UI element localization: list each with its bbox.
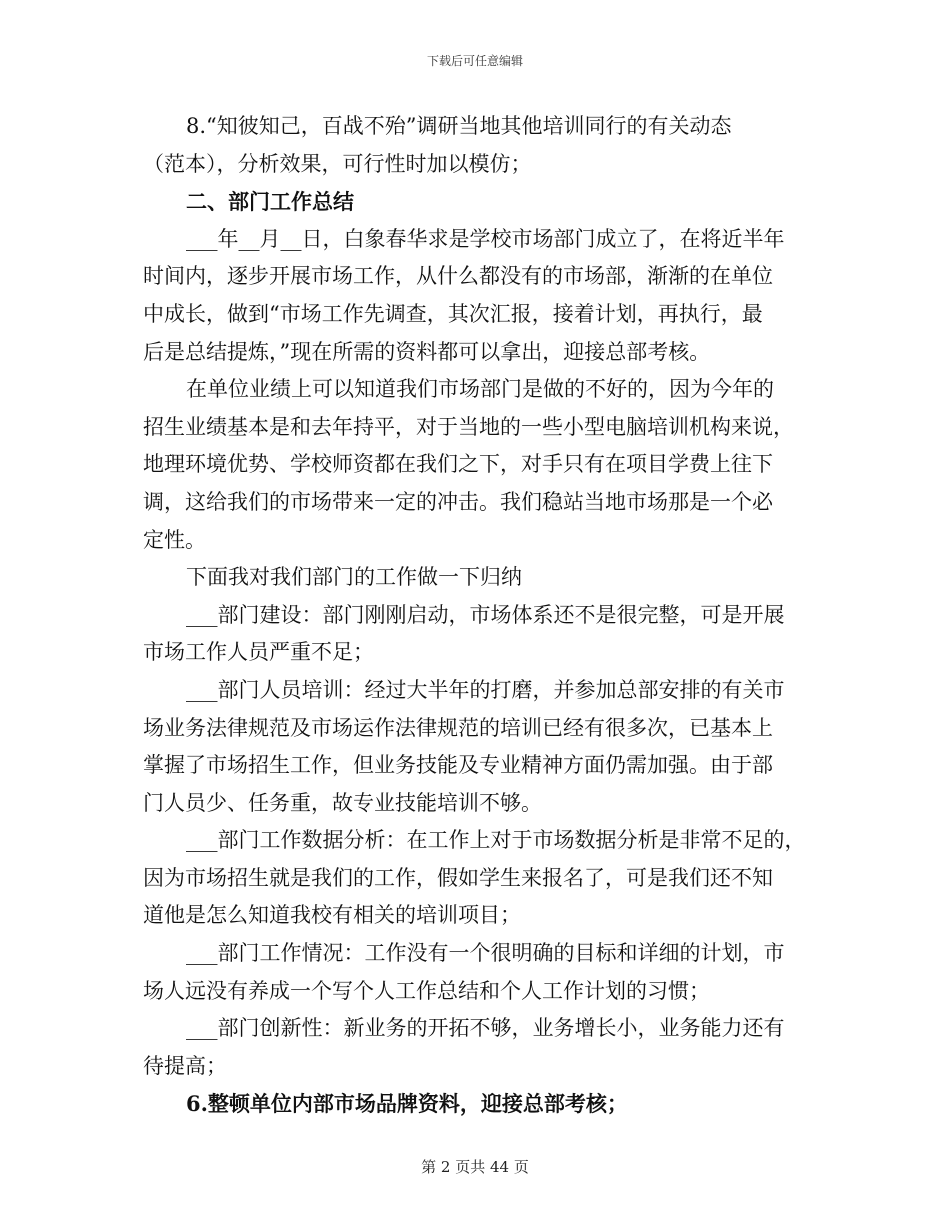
paragraph-line: ___部门人员培训：经过大半年的打磨，并参加总部安排的有关市 <box>186 677 785 702</box>
paragraph-line: 时间内，逐步开展市场工作，从什么都没有的市场部，渐渐的在单位 <box>143 264 773 289</box>
paragraph-line: ___部门工作数据分析：在工作上对于市场数据分析是非常不足的， <box>186 828 806 853</box>
paragraph-line: 招生业绩基本是和去年持平，对于当地的一些小型电脑培训机构来说， <box>143 414 794 439</box>
paragraph-line: 道他是怎么知道我校有相关的培训项目； <box>143 903 521 928</box>
section-heading: 二、部门工作总结 <box>186 189 354 215</box>
paragraph-line: 中成长，做到“市场工作先调查，其次汇报，接着计划，再执行，最 <box>143 301 763 326</box>
paragraph-line: 掌握了市场招生工作，但业务技能及专业精神方面仍需加强。由于部 <box>143 753 773 778</box>
paragraph-line: ___部门创新性：新业务的开拓不够，业务增长小，业务能力还有 <box>186 1016 785 1041</box>
paragraph-line: 场人远没有养成一个写个人工作总结和个人工作计划的习惯； <box>143 978 710 1003</box>
section-heading: 6.整顿单位内部市场品牌资料，迎接总部考核； <box>186 1091 628 1117</box>
document-body <box>143 108 808 1123</box>
paragraph-line: 门人员少、任务重，故专业技能培训不够。 <box>143 790 542 815</box>
paragraph-line: 调，这给我们的市场带来一定的冲击。我们稳站当地市场那是一个必 <box>143 489 773 514</box>
paragraph-line: 下面我对我们部门的工作做一下归纳 <box>186 565 522 590</box>
page-header: 下载后可任意编辑 <box>426 54 523 68</box>
paragraph-line: 因为市场招生就是我们的工作，假如学生来报名了，可是我们还不知 <box>143 865 773 890</box>
paragraph-line: （范本），分析效果，可行性时加以模仿； <box>143 151 532 176</box>
paragraph-line: 场业务法律规范及市场运作法律规范的培训已经有很多次，已基本上 <box>143 715 773 740</box>
page-footer: 第 2 页共 44 页 <box>421 1158 529 1176</box>
paragraph-line: 地理环境优势、学校师资都在我们之下，对手只有在项目学费上往下 <box>143 452 773 477</box>
paragraph-line: 后是总结提炼，”现在所需的资料都可以拿出，迎接总部考核。 <box>143 339 711 364</box>
paragraph-line: 市场工作人员严重不足； <box>143 640 374 665</box>
paragraph-line: 定性。 <box>143 527 206 552</box>
paragraph-line: ___部门工作情况：工作没有一个很明确的目标和详细的计划，市 <box>186 941 785 966</box>
paragraph-line: ___年__月__日，白象春华求是学校市场部门成立了，在将近半年 <box>186 226 785 251</box>
paragraph-line: 待提高； <box>143 1053 227 1078</box>
paragraph-line: 8.“知彼知己，百战不殆”调研当地其他培训同行的有关动态 <box>186 114 732 138</box>
paragraph-line: ___部门建设：部门刚刚启动，市场体系还不是很完整，可是开展 <box>186 602 785 627</box>
paragraph-line: 在单位业绩上可以知道我们市场部门是做的不好的，因为今年的 <box>186 377 774 402</box>
